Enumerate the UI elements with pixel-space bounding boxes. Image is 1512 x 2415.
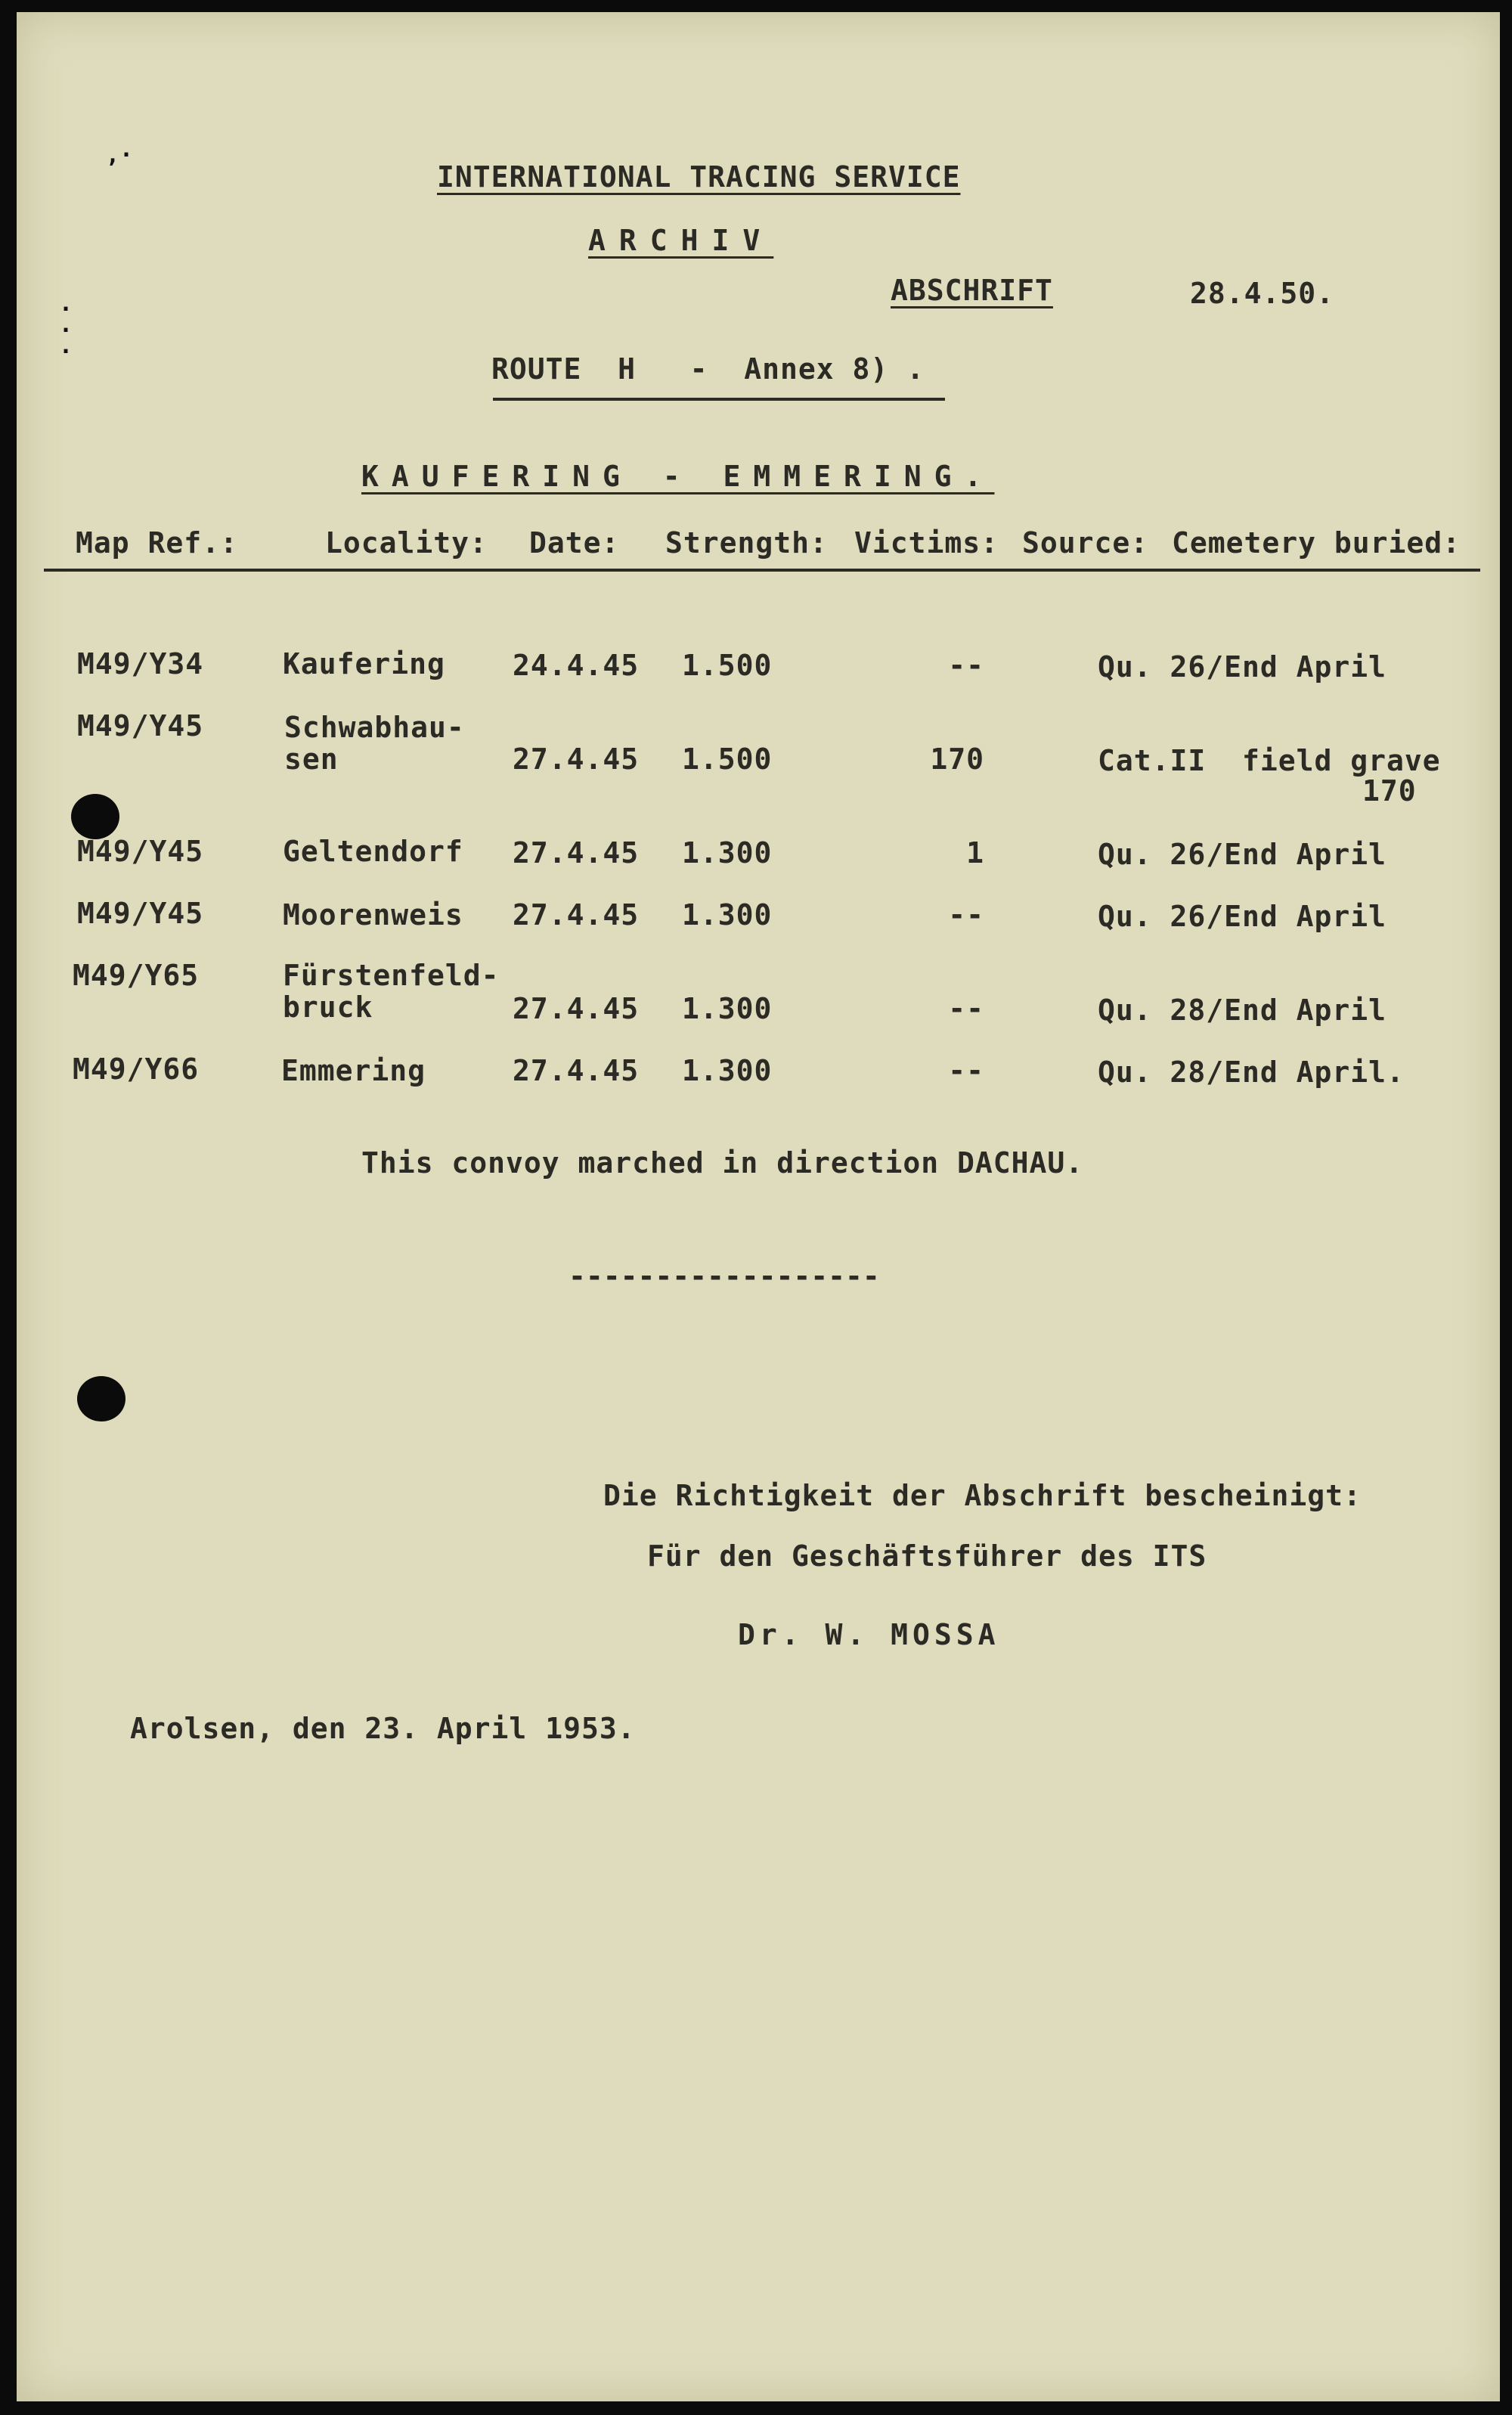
table-row-strength: 1.500 — [682, 649, 773, 682]
table-row-victims: -- — [948, 1054, 984, 1087]
table-row-source: Qu. 26/End April — [1098, 838, 1387, 871]
table-row-locality: Moorenweis — [283, 898, 463, 932]
punch-hole — [71, 794, 119, 839]
table-row-locality: Geltendorf — [283, 835, 463, 868]
table-row-victims: -- — [948, 649, 984, 682]
table-row-ref: M49/Y45 — [77, 835, 204, 868]
table-row-strength: 1.300 — [682, 992, 773, 1025]
table-row-locality: Emmering — [281, 1054, 426, 1087]
col-header-date: Date: — [529, 526, 620, 560]
table-row-ref: M49/Y45 — [77, 709, 204, 742]
table-row-locality: Kaufering — [283, 647, 445, 680]
table-row-date: 24.4.45 — [513, 649, 640, 682]
table-row-victims: 1 — [966, 836, 984, 870]
staple-marks: · · · — [59, 296, 73, 365]
table-row-victims: -- — [948, 992, 984, 1025]
header-rule — [44, 569, 1480, 572]
table-row-locality-cont: bruck — [283, 990, 373, 1024]
table-row-strength: 1.300 — [682, 1054, 773, 1087]
certification-authority: Für den Geschäftsführer des ITS — [647, 1539, 1207, 1573]
signer-name: Dr. W. MOSSA — [738, 1618, 1000, 1651]
table-row-strength: 1.500 — [682, 742, 773, 776]
table-row-date: 27.4.45 — [513, 898, 640, 932]
col-header-strength: Strength: — [665, 526, 828, 560]
col-header-source: Source: — [1022, 526, 1149, 560]
table-row-victims: -- — [948, 898, 984, 932]
copy-label: ABSCHRIFT — [891, 274, 1053, 307]
route-heading: ROUTE H - Annex 8) . — [491, 352, 925, 386]
table-row-date: 27.4.45 — [513, 1054, 640, 1087]
archive-heading: ARCHIV — [588, 224, 774, 257]
table-row-source-cont: 170 — [1362, 774, 1417, 808]
table-row-source: Qu. 26/End April — [1098, 650, 1387, 684]
document-page — [17, 12, 1500, 2401]
table-row-strength: 1.300 — [682, 898, 773, 932]
punch-hole — [77, 1376, 125, 1421]
table-row-date: 27.4.45 — [513, 742, 640, 776]
route-underline — [493, 398, 945, 401]
place-date: Arolsen, den 23. April 1953. — [130, 1712, 636, 1745]
table-row-source: Cat.II field grave — [1098, 744, 1441, 777]
certification-line: Die Richtigkeit der Abschrift bescheinigt: — [603, 1479, 1362, 1512]
col-header-locality: Locality: — [325, 526, 488, 560]
separator-line: ------------------ — [569, 1260, 880, 1293]
table-row-date: 27.4.45 — [513, 836, 640, 870]
table-row-locality: Fürstenfeld- — [283, 959, 500, 992]
convoy-note: This convoy marched in direction DACHAU. — [361, 1146, 1084, 1180]
table-row-date: 27.4.45 — [513, 992, 640, 1025]
table-row-ref: M49/Y65 — [73, 959, 200, 992]
ink-mark: ‚· — [106, 142, 134, 169]
table-row-source: Qu. 28/End April — [1098, 994, 1387, 1027]
table-row-ref: M49/Y34 — [77, 647, 204, 680]
col-header-map-ref: Map Ref.: — [76, 526, 238, 560]
table-row-locality: Schwabhau- — [284, 711, 465, 744]
table-row-source: Qu. 28/End April. — [1098, 1056, 1405, 1089]
org-title: INTERNATIONAL TRACING SERVICE — [437, 160, 961, 194]
table-row-source: Qu. 26/End April — [1098, 900, 1387, 933]
table-row-ref: M49/Y66 — [73, 1052, 200, 1086]
col-header-victims: Victims: — [854, 526, 999, 560]
table-row-ref: M49/Y45 — [77, 897, 204, 930]
copy-date: 28.4.50. — [1190, 277, 1335, 310]
table-row-strength: 1.300 — [682, 836, 773, 870]
route-title: KAUFERING - EMMERING. — [361, 460, 995, 493]
table-row-victims: 170 — [930, 742, 984, 776]
col-header-cemetery: Cemetery buried: — [1172, 526, 1461, 560]
table-row-locality-cont: sen — [284, 742, 339, 776]
